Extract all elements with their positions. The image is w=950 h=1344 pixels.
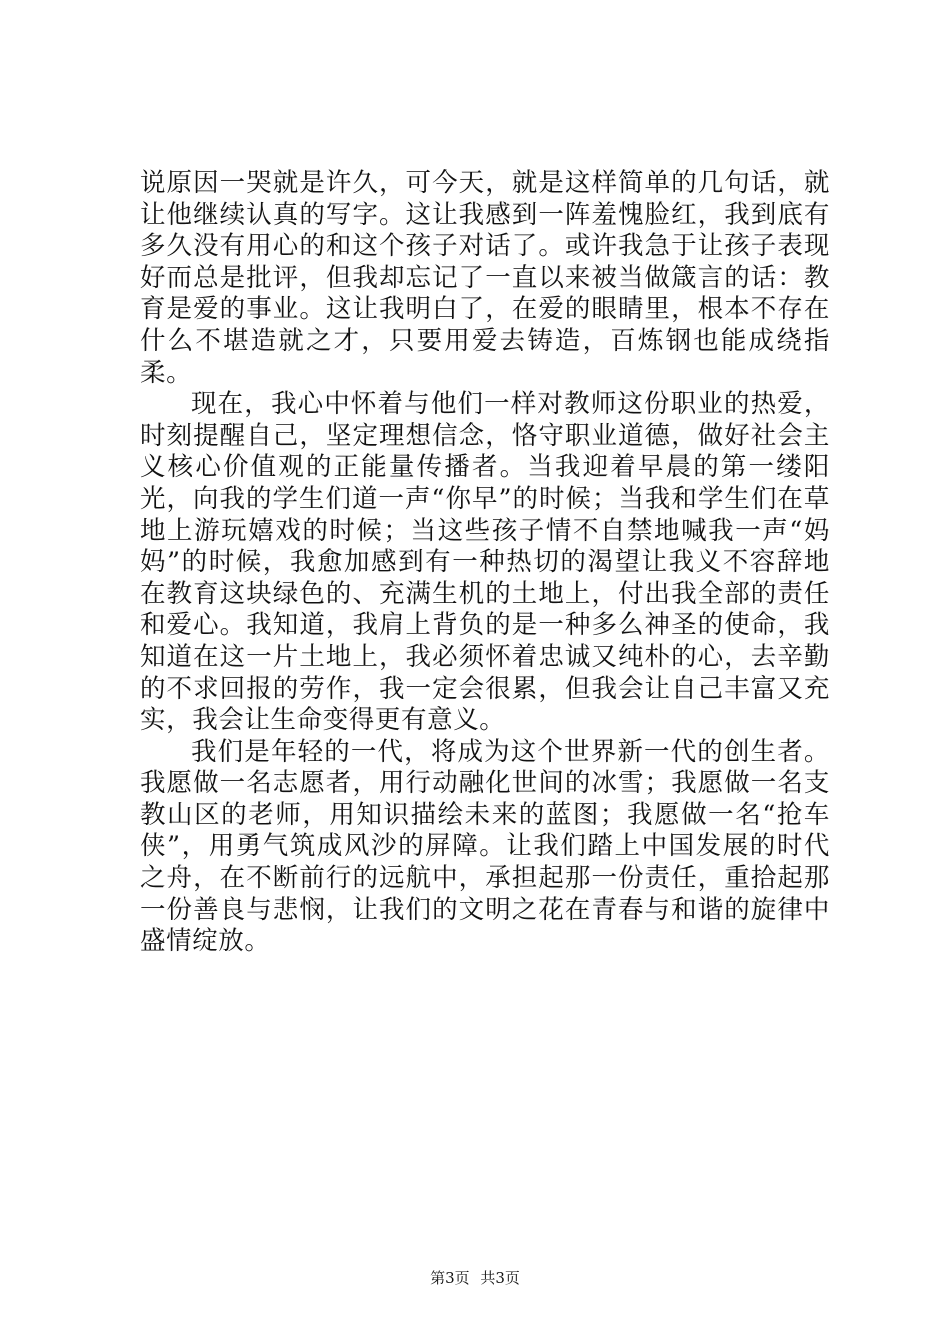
paragraph-1: 说原因一哭就是许久，可今天，就是这样简单的几句话，就让他继续认真的写字。这让我感到一阵羞愧脸红，我到底有多久没有用心的和这个孩子对话了。或许我急于让孩子表现好而总是批评，但我却忘记了一直以来被当做箴言的话：教育是爱的事业。这让我明白了，在爱的眼睛里，根本不存在什么不堪造就之才，只要用爱去铸造，百炼钢也能成绕指柔。 — [140, 168, 830, 388]
body-text — [140, 168, 830, 958]
paragraph-3: 我们是年轻的一代，将成为这个世界新一代的创生者。我愿做一名志愿者，用行动融化世间的冰雪；我愿做一名支教山区的老师，用知识描绘未来的蓝图；我愿做一名“抢车侠”，用勇气筑成风沙的屏障。让我们踏上中国发展的时代之舟，在不断前行的远航中，承担起那一份责任，重拾起那一份善良与悲悯，让我们的文明之花在青春与和谐的旋律中盛情绽放。 — [140, 736, 830, 957]
page-number: 第3页 — [430, 1269, 470, 1287]
page-total: 共3页 — [480, 1269, 520, 1287]
paragraph-2: 现在，我心中怀着与他们一样对教师这份职业的热爱，时刻提醒自己，坚定理想信念，恪守职业道德，做好社会主义核心价值观的正能量传播者。当我迎着早晨的第一缕阳光，向我的学生们道一声“你早”的时候；当我和学生们在草地上游玩嬉戏的时候；当这些孩子情不自禁地喊我一声“妈妈”的时候，我愈加感到有一种热切的渴望让我义不容辞地在教育这块绿色的、充满生机的土地上，付出我全部的责任和爱心。我知道，我肩上背负的是一种多么神圣的使命，我知道在这一片土地上，我必须怀着忠诚又纯朴的心，去辛勤的不求回报的劳作，我一定会很累，但我会让自己丰富又充实，我会让生命变得更有意义。 — [140, 389, 830, 736]
page-footer — [0, 1268, 950, 1288]
